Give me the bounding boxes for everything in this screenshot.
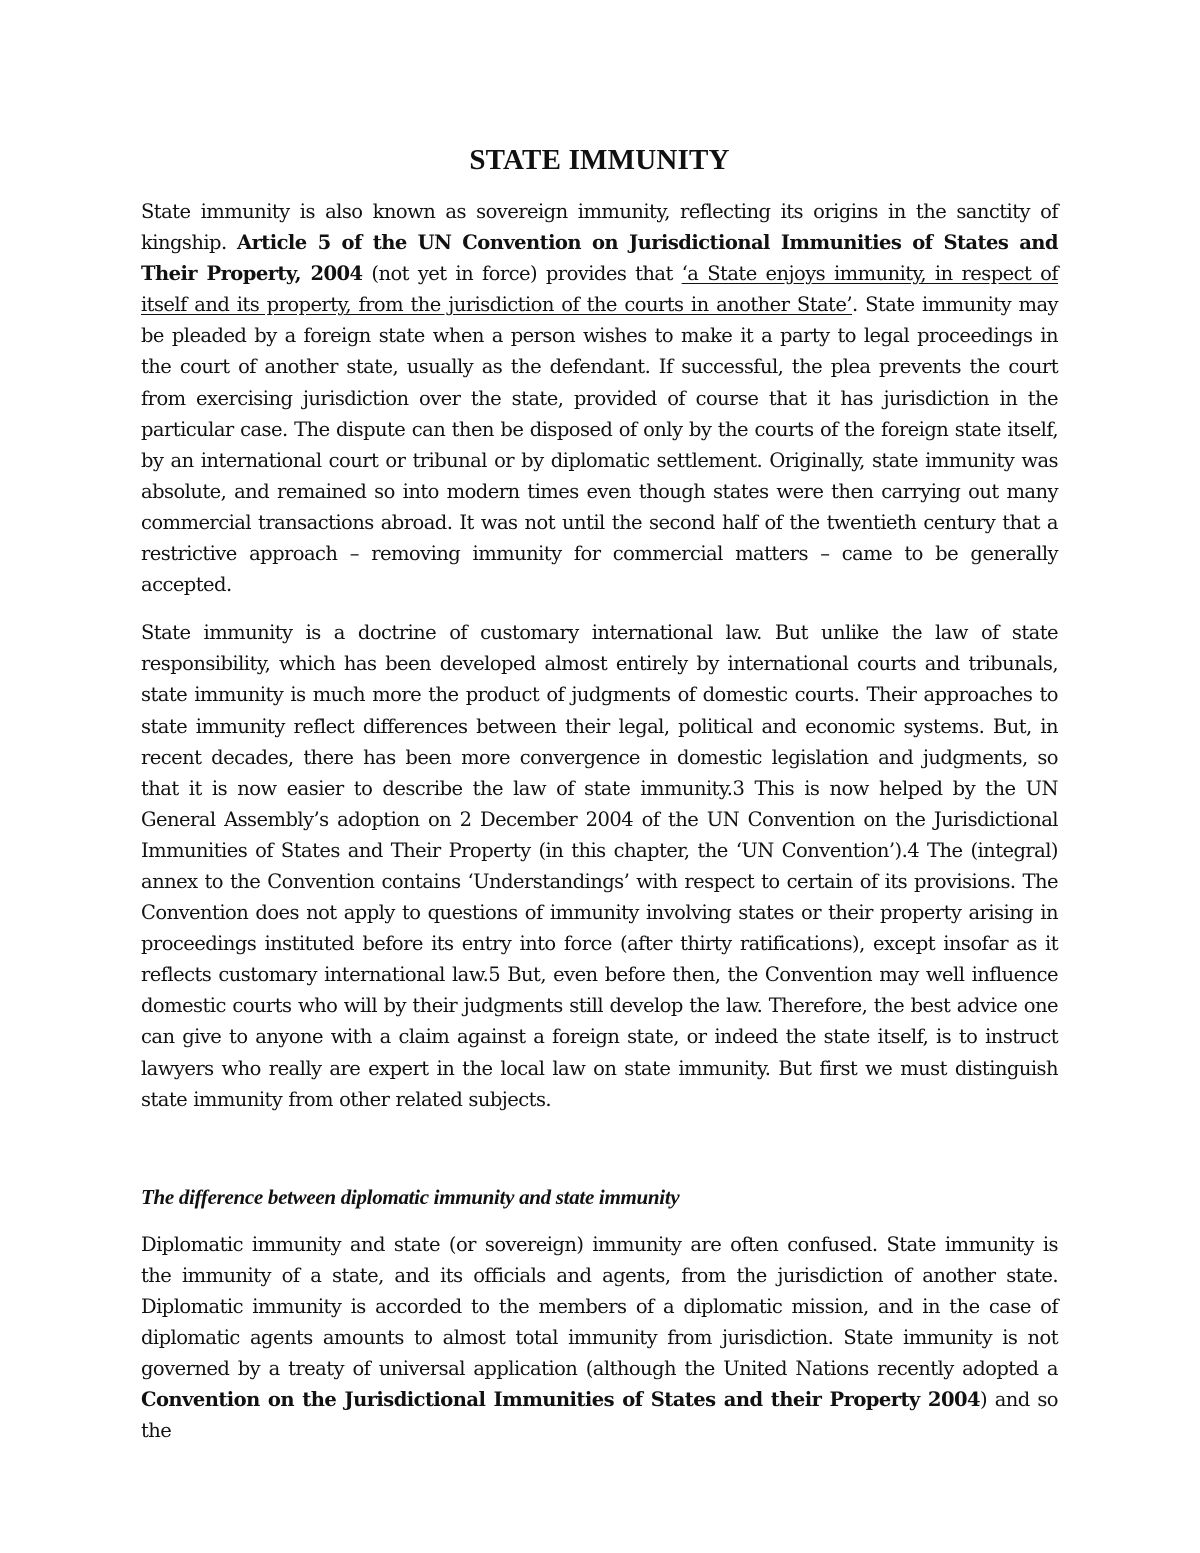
paragraph-diplomatic-immunity (141, 1229, 1058, 1447)
bold-citation: Article 5 of the UN Convention on Jurisdictional Immunities of States and Their Property, 2004 (141, 231, 1058, 286)
paragraph-text: . State immunity may be pleaded by a foreign state when a person wishes to make it a party to legal proceedings in the court of another state, usually as the defendant. If successful, the plea prevents the court from exercising jurisdiction over the state, provided of course that it has jurisdiction in the particular case. The dispute can then be disposed of only by the courts of the foreign state itself, by an international court or tribunal or by diplomatic settlement. Originally, state immunity was absolute, and remained so into modern times even though states were then carrying out many commercial transactions abroad. It was not until the second half of the twentieth century that a restrictive approach – removing immunity for commercial matters – came to be generally accepted. (141, 293, 1058, 597)
document-page (141, 140, 1058, 1446)
paragraph-text: State immunity is also known as sovereign immunity, reflecting its origins in the sanctity of kingship. (141, 200, 1058, 255)
page-title: STATE IMMUNITY (469, 144, 730, 176)
section-heading: The difference between diplomatic immunity and state immunity (141, 1184, 680, 1209)
paragraph-customary-law: State immunity is a doctrine of customary international law. But unlike the law of state responsibility, which has been developed almost entirely by international courts and tribunals, state immunity is much more the product of judgments of domestic courts. Their approaches to state immunity reflect differences between their legal, political and economic systems. But, in recent decades, there has been more convergence in domestic legislation and judgments, so that it is now easier to describe the law of state immunity.3 This is now helped by the UN General Assembly’s adoption on 2 December 2004 of the UN Convention on the Jurisdictional Immunities of States and Their Property (in this chapter, the ‘UN Convention’).4 The (integral) annex to the Convention contains ‘Understandings’ with respect to certain of its provisions. The Convention does not apply to questions of immunity involving states or their property arising in proceedings instituted before its entry into force (after thirty ratifications), except insofar as it reflects customary international law.5 But, even before then, the Convention may well influence domestic courts who will by their judgments still develop the law. Therefore, the best advice one can give to anyone with a claim against a foreign state, or indeed the state itself, is to instruct lawyers who really are expert in the local law on state immunity. But first we must distinguish state immunity from other related subjects. (141, 621, 1058, 1111)
bold-citation: Convention on the Jurisdictional Immunities of States and their Property 2004 (141, 1388, 981, 1412)
paragraph-text: Diplomatic immunity and state (or sovereign) immunity are often confused. State immunity is the immunity of a state, and its officials and agents, from the jurisdiction of another state. Diplomatic immunity is accorded to the members of a diplomatic mission, and in the case of diplomatic agents amounts to almost total immunity from jurisdiction. State immunity is not governed by a treaty of universal application (although the United Nations recently adopted a (141, 1232, 1058, 1381)
paragraph-text: (not yet in force) provides that (362, 262, 682, 286)
paragraph-intro (141, 196, 1058, 600)
underlined-quote: ‘a State enjoys immunity, in respect of itself and its property, from the jurisdiction of the courts in another State’ (141, 262, 1058, 317)
paragraph-text: ) and so the (141, 1388, 1058, 1443)
